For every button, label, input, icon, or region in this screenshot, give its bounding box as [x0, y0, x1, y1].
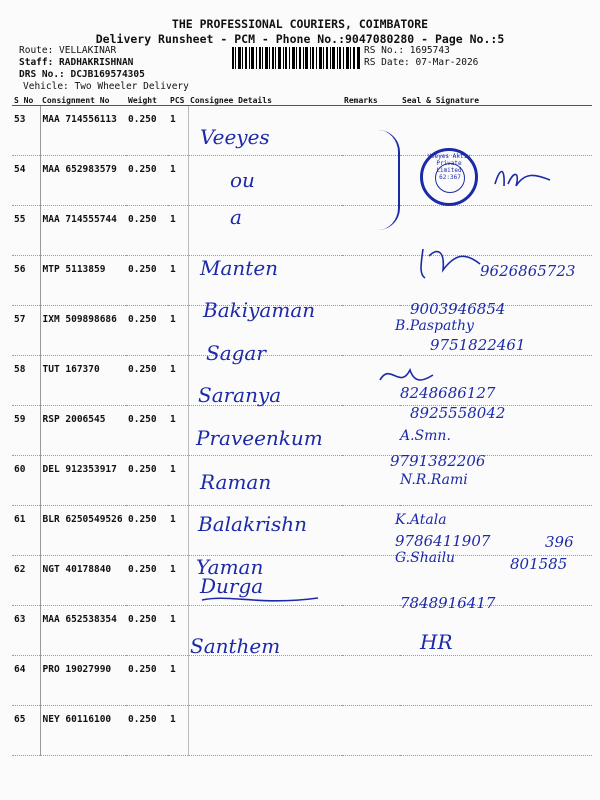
cell-consignment: MAA 714556113: [40, 106, 126, 156]
handwritten-name: Praveenkum: [196, 426, 323, 450]
handwritten-signature: G.Shailu: [395, 550, 456, 566]
rs-number: RS No.: 1695743: [364, 45, 450, 56]
handwritten-signature: K.Atala: [395, 512, 447, 528]
route-label: Route: VELLAKINAR: [19, 45, 117, 56]
table-row: [12, 706, 592, 756]
cell-signature: [400, 106, 592, 156]
strikethrough-mark: [200, 592, 320, 608]
cell-consignment: NGT 40178840: [40, 556, 126, 606]
cell-weight: 0.250: [126, 206, 168, 256]
handwritten-name: ou: [230, 168, 255, 192]
cell-pcs: 1: [168, 256, 188, 306]
col-header-sno: S No: [12, 95, 40, 106]
col-header-weight: Weight: [126, 95, 168, 106]
handwritten-phone: 396: [545, 533, 574, 551]
cell-consignment: MAA 714555744: [40, 206, 126, 256]
cell-consignment: DEL 912353917: [40, 456, 126, 506]
cell-consignment: PRO 19027990: [40, 656, 126, 706]
cell-weight: 0.250: [126, 606, 168, 656]
cell-sno: 63: [12, 606, 40, 656]
cell-pcs: 1: [168, 156, 188, 206]
handwritten-phone: 9626865723: [480, 262, 576, 280]
cell-details: [188, 706, 342, 756]
handwritten-phone: 8248686127: [400, 384, 496, 402]
cell-consignment: IXM 509898686: [40, 306, 126, 356]
handwritten-name: a: [230, 205, 242, 229]
handwritten-name: Santhem: [190, 634, 281, 658]
handwritten-phone: 7848916417: [400, 594, 496, 612]
cell-remarks: [342, 706, 400, 756]
handwritten-name: Yaman: [196, 555, 264, 579]
cell-remarks: [342, 256, 400, 306]
cell-weight: 0.250: [126, 156, 168, 206]
cell-sno: 56: [12, 256, 40, 306]
cell-sno: 55: [12, 206, 40, 256]
sheet-title: THE PROFESSIONAL COURIERS, COIMBATORE: [171, 17, 429, 31]
handwritten-phone: 801585: [510, 555, 568, 573]
cell-details: [188, 656, 342, 706]
cell-pcs: 1: [168, 556, 188, 606]
col-header-consignment: Consignment No: [40, 95, 126, 106]
handwritten-name: Durga: [200, 574, 264, 598]
table-row: [12, 206, 592, 256]
cell-consignment: MTP 5113859: [40, 256, 126, 306]
cell-weight: 0.250: [126, 106, 168, 156]
cell-consignment: NEY 60116100: [40, 706, 126, 756]
cell-sno: 59: [12, 406, 40, 456]
cell-weight: 0.250: [126, 456, 168, 506]
seal-code: 62:367: [435, 163, 465, 193]
table-row: [12, 106, 592, 156]
cell-consignment: MAA 652538354: [40, 606, 126, 656]
cell-weight: 0.250: [126, 556, 168, 606]
cell-remarks: [342, 556, 400, 606]
cell-details: [188, 206, 342, 256]
cell-pcs: 1: [168, 306, 188, 356]
cell-weight: 0.250: [126, 656, 168, 706]
company-seal: [420, 148, 478, 206]
cell-sno: 62: [12, 556, 40, 606]
staff-label: Staff: RADHAKRISHNAN: [19, 57, 134, 68]
handwritten-phone: 9751822461: [430, 336, 526, 354]
cell-remarks: [342, 306, 400, 356]
cell-pcs: 1: [168, 706, 188, 756]
cell-signature: [400, 706, 592, 756]
signature-scribble: [490, 162, 560, 192]
col-header-consignee: Consignee Details: [188, 95, 342, 106]
cell-pcs: 1: [168, 506, 188, 556]
cell-remarks: [342, 656, 400, 706]
table-header-row: [12, 95, 592, 106]
cell-consignment: BLR 6250549526: [40, 506, 126, 556]
handwritten-name: Veeyes: [200, 125, 270, 149]
table-row: [12, 606, 592, 656]
cell-consignment: MAA 652983579: [40, 156, 126, 206]
cell-sno: 53: [12, 106, 40, 156]
cell-weight: 0.250: [126, 506, 168, 556]
rs-date: RS Date: 07-Mar-2026: [364, 57, 479, 68]
cell-weight: 0.250: [126, 706, 168, 756]
handwritten-name: Bakiyaman: [203, 298, 316, 322]
signature-scribble: [375, 360, 435, 390]
cell-remarks: [342, 606, 400, 656]
cell-pcs: 1: [168, 606, 188, 656]
cell-consignment: RSP 2006545: [40, 406, 126, 456]
handwritten-name: Manten: [200, 256, 279, 280]
cell-pcs: 1: [168, 456, 188, 506]
cell-sno: 58: [12, 356, 40, 406]
table-row: [12, 456, 592, 506]
cell-weight: 0.250: [126, 306, 168, 356]
drs-label: DRS No.: DCJB169574305: [19, 69, 145, 80]
table-row: [12, 656, 592, 706]
handwritten-phone: 8925558042: [410, 404, 506, 422]
cell-sno: 54: [12, 156, 40, 206]
cell-pcs: 1: [168, 206, 188, 256]
cell-signature: [400, 656, 592, 706]
barcode: [232, 47, 360, 69]
col-header-remarks: Remarks: [342, 95, 400, 106]
handwritten-name: Saranya: [198, 383, 282, 407]
cell-sno: 65: [12, 706, 40, 756]
seal-text: Veeyes Aktiv Private Limited: [427, 153, 471, 174]
col-header-pcs: PCS: [168, 95, 188, 106]
cell-pcs: 1: [168, 656, 188, 706]
cell-pcs: 1: [168, 406, 188, 456]
cell-sno: 61: [12, 506, 40, 556]
cell-weight: 0.250: [126, 356, 168, 406]
vehicle-label: Vehicle: Two Wheeler Delivery: [23, 81, 189, 92]
cell-remarks: [342, 406, 400, 456]
cell-details: [188, 156, 342, 206]
handwritten-name: Raman: [200, 470, 272, 494]
signature-scribble: [415, 244, 485, 282]
cell-remarks: [342, 506, 400, 556]
handwritten-phone: 9791382206: [390, 452, 486, 470]
cell-pcs: 1: [168, 106, 188, 156]
handwritten-name: Sagar: [206, 341, 266, 365]
cell-sno: 64: [12, 656, 40, 706]
handwritten-phone: 9786411907: [395, 532, 491, 550]
handwritten-phone: 9003946854: [410, 300, 506, 318]
cell-weight: 0.250: [126, 406, 168, 456]
handwritten-signature: HR: [420, 630, 453, 654]
handwritten-name: Balakrishn: [198, 512, 308, 536]
bracket-mark: [378, 130, 400, 230]
handwritten-signature: N.R.Rami: [400, 472, 468, 488]
cell-sno: 60: [12, 456, 40, 506]
handwritten-signature: A.Smn.: [400, 428, 451, 444]
cell-weight: 0.250: [126, 256, 168, 306]
cell-consignment: TUT 167370: [40, 356, 126, 406]
cell-pcs: 1: [168, 356, 188, 406]
cell-sno: 57: [12, 306, 40, 356]
col-header-signature: Seal & Signature: [400, 95, 592, 106]
sheet-subtitle: Delivery Runsheet - PCM - Phone No.:9047080280 - Page No.:5: [95, 32, 505, 46]
table-row: [12, 356, 592, 406]
handwritten-signature: B.Paspathy: [395, 318, 474, 334]
